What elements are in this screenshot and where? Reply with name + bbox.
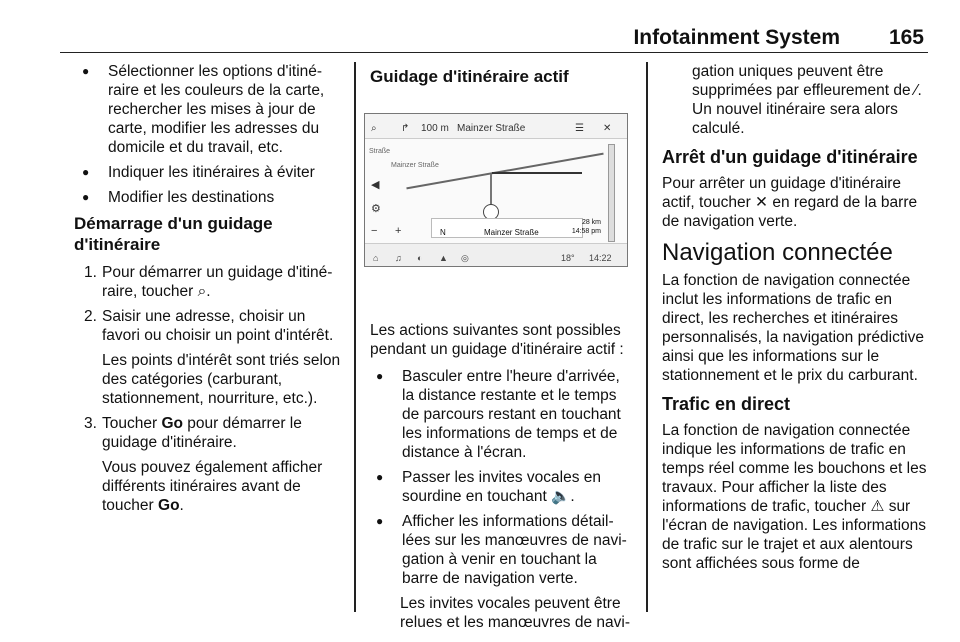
- phone-icon: ◐: [417, 253, 423, 263]
- step-note: [102, 458, 344, 515]
- speaker-icon: ◀: [371, 179, 380, 191]
- gear-icon: ⚙: [371, 203, 381, 215]
- zoom-out-icon: −: [371, 225, 378, 237]
- note-text: gation uniques peuvent être supprimées par effleurement de ⁄. Un nouvel itinéraire sera alors calculé.: [692, 63, 922, 137]
- list-icon: ☰: [575, 123, 584, 134]
- note-text: Les invites vocales peuvent être relues et les manœuvres de navi-: [400, 595, 631, 631]
- step-text: [102, 414, 344, 452]
- maneuver-distance: 100 m: [421, 123, 449, 134]
- text-run: Toucher: [102, 415, 162, 432]
- paragraph: Pour arrêter un guidage d'itinéraire actif, toucher ✕ en regard de la barre de navigation verte.: [662, 175, 918, 230]
- text-run: pour démarrer le guidage d'itinéraire.: [102, 415, 302, 451]
- clock: 14:22: [589, 253, 612, 263]
- page-number: 165: [888, 26, 924, 49]
- progress-bar: [608, 144, 615, 242]
- nav-icon: ▲: [439, 253, 448, 263]
- paragraph: La fonction de navigation connectée inclut les informations de trafic en direct, les recherches et itinéraires personnalisés, la navigation prédictive ainsi que les informations sur le stationnement et le prix du carburant.: [662, 272, 924, 384]
- section-heading: Démarrage d'un guidage d'itinéraire: [74, 214, 273, 254]
- column-left: [76, 62, 344, 521]
- list-item: ● Passer les invites vocales en sourdine en touchant 🔈.: [370, 468, 632, 506]
- nav-info-bar: [431, 218, 583, 238]
- go-keyword: Go: [158, 497, 180, 514]
- list-item: ● Afficher les informations détaillées sur les manœuvres de navigation à venir en touchant la barre de navigation verte.: [370, 512, 632, 588]
- map-route: [492, 172, 582, 174]
- nav-top-bar: [365, 114, 627, 139]
- column-divider-1: [354, 62, 356, 612]
- step-note: Les points d'intérêt sont triés selon des catégories (carburant, stationnement, nourriture, etc.).: [102, 352, 341, 407]
- step-2: [76, 307, 344, 408]
- list-item: ● Basculer entre l'heure d'arrivée, la distance restante et le temps de parcours restant en touchant les informations de temps et de distance à l'écran.: [370, 367, 632, 462]
- intro-paragraph: Les actions suivantes sont possibles pendant un guidage d'itinéraire actif :: [370, 322, 624, 358]
- paragraph: La fonction de navigation connectée indique les informations de trafic en temps réel comme les bouchons et les travaux. Pour afficher la liste des informations de trafic, toucher ⚠ sur l'écran de navigation. Les informations de trafic sur le trajet et aux alentours sont affichées sous forme de: [662, 422, 927, 572]
- maneuver-street: Mainzer Straße: [457, 123, 526, 134]
- step-1: [76, 263, 344, 301]
- step-text: Pour démarrer un guidage d'itinéraire, toucher ⌕.: [102, 264, 333, 300]
- section-heading: Arrêt d'un guidage d'itinéraire: [662, 147, 918, 167]
- section-heading: Navigation connectée: [662, 239, 893, 266]
- continued-text: [662, 62, 932, 138]
- list-item: ● Sélectionner les options d'itinéraire et les couleurs de la carte, rechercher les mises à jour de carte, modifier les adresses du domicile et du travail, etc.: [76, 62, 344, 157]
- subsection-heading: Trafic en direct: [662, 394, 791, 414]
- step-3: [76, 414, 344, 515]
- bullet-note: [370, 594, 632, 632]
- step-number: 1.: [84, 264, 97, 281]
- zoom-in-icon: +: [395, 225, 402, 237]
- list-item: ● Indiquer les itinéraires à éviter: [76, 163, 344, 182]
- go-keyword: Go: [161, 415, 183, 432]
- step-number: 3.: [84, 415, 97, 432]
- map-street-label: Mainzer Straße: [391, 162, 439, 169]
- section-heading: Guidage d'itinéraire actif: [370, 67, 569, 86]
- eta-time: 14:58 pm: [571, 228, 601, 235]
- eta-info: [572, 218, 601, 236]
- temperature: 18°: [561, 253, 575, 263]
- section-title: Infotainment System: [633, 26, 840, 49]
- column-right: [662, 62, 932, 581]
- close-icon: ✕: [603, 123, 612, 134]
- app-icon: ◎: [461, 253, 469, 263]
- text-run: Vous pouvez également afficher différents itinéraires avant de toucher: [102, 459, 323, 514]
- home-icon: ⌂: [373, 253, 379, 263]
- status-bar: [365, 243, 627, 266]
- navigation-screenshot: [364, 113, 628, 267]
- page-header: [60, 24, 928, 53]
- music-icon: ♫: [395, 253, 402, 263]
- column-middle: [370, 62, 632, 638]
- list-item: ● Modifier les destinations: [76, 188, 344, 207]
- eta-distance: 28 km: [581, 219, 601, 226]
- compass: N: [440, 228, 446, 237]
- step-number: 2.: [84, 308, 97, 325]
- text-run: .: [179, 497, 184, 514]
- map-label: Straße: [369, 148, 391, 155]
- column-divider-2: [646, 62, 648, 612]
- current-street: Mainzer Straße: [484, 228, 539, 237]
- step-text: Saisir une adresse, choisir un favori ou choisir un point d'intérêt.: [102, 308, 334, 344]
- search-icon: ⌕: [371, 123, 377, 134]
- turn-arrow-icon: ↱: [401, 123, 410, 134]
